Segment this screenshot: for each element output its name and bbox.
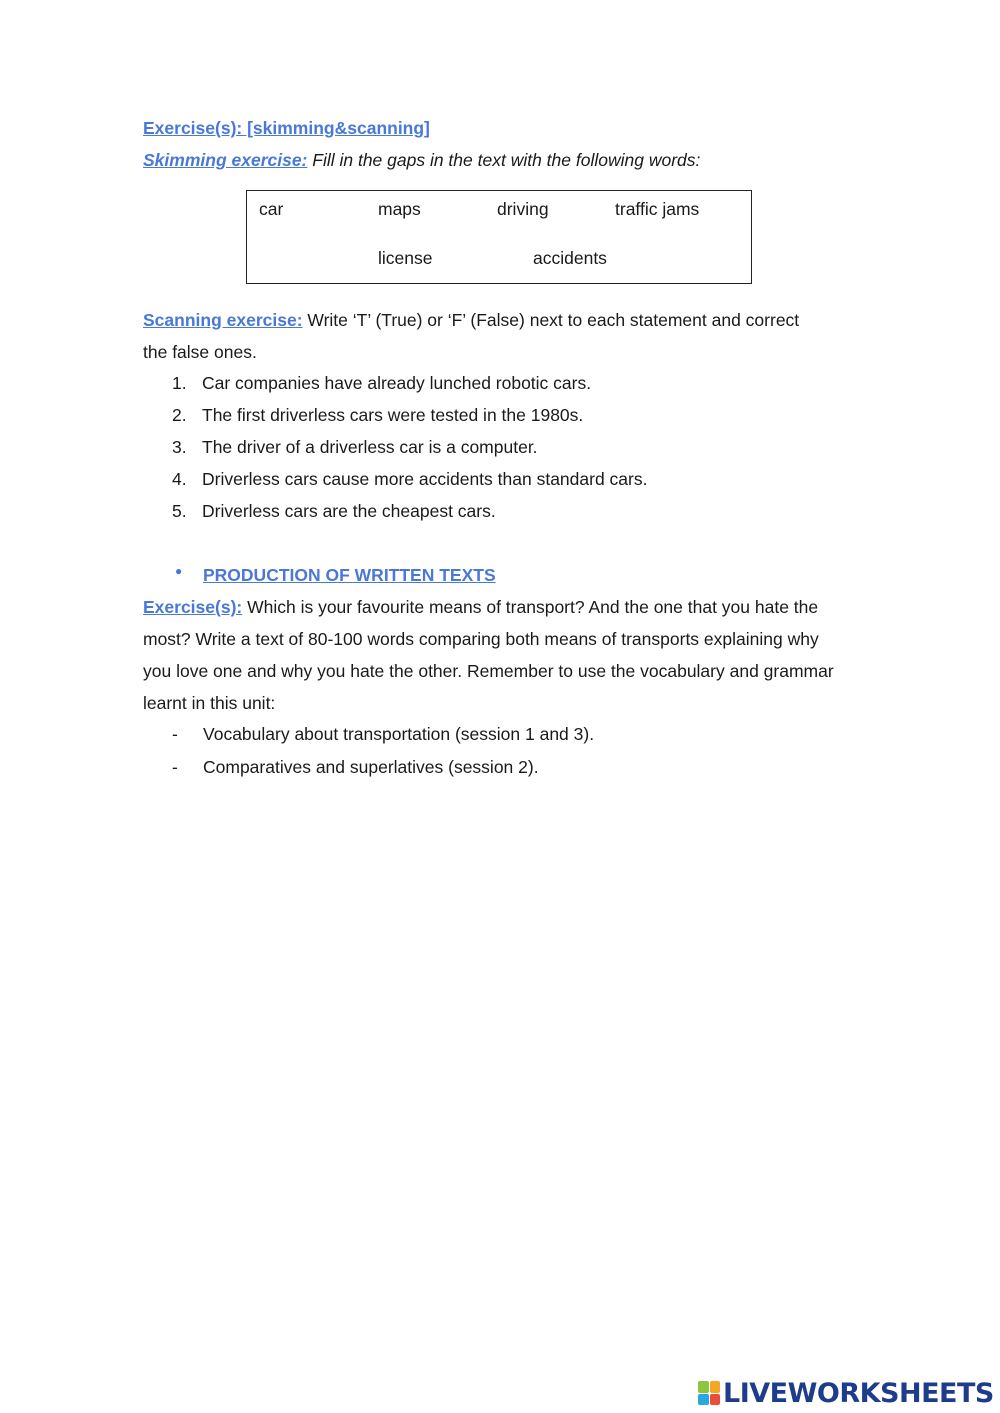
statement-number: 2.: [172, 405, 187, 425]
dash-item-text: Comparatives and superlatives (session 2).: [203, 757, 539, 777]
scanning-instruction-cont: the false ones.: [143, 342, 257, 362]
word-box: [246, 190, 752, 284]
liveworksheets-logo: [698, 1376, 994, 1410]
dash-marker: -: [172, 724, 178, 744]
statement-text: Driverless cars are the cheapest cars.: [202, 501, 496, 521]
production-paragraph-line: [143, 597, 818, 618]
statement-number: 4.: [172, 469, 187, 489]
logo-text: LIVEWORKSHEETS: [723, 1377, 994, 1409]
production-paragraph-line: you love one and why you hate the other. Remember to use the vocabulary and grammar: [143, 661, 834, 681]
logo-mark-square: [698, 1394, 709, 1406]
statement-item: [172, 437, 538, 458]
dash-list-item: [172, 724, 594, 745]
statement-text: Driverless cars cause more accidents than standard cars.: [202, 469, 648, 489]
statement-number: 5.: [172, 501, 187, 521]
statement-text: The first driverless cars were tested in the 1980s.: [202, 405, 584, 425]
statement-text: Car companies have already lunched robotic cars.: [202, 373, 592, 393]
exercise-heading: Exercise(s): [skimming&scanning]: [143, 118, 430, 138]
production-text: Which is your favourite means of transport? And the one that you hate the: [242, 597, 819, 617]
production-paragraph-line: learnt in this unit:: [143, 693, 276, 713]
logo-mark-square: [710, 1394, 721, 1406]
skimming-text: Fill in the gaps in the text with the following words:: [307, 150, 701, 170]
statement-item: [172, 501, 496, 522]
word-item: license: [378, 248, 433, 268]
production-exercise-label: Exercise(s):: [143, 597, 243, 617]
bullet-icon: ●: [175, 564, 183, 578]
word-item: car: [259, 199, 284, 219]
statement-item: [172, 373, 591, 394]
logo-mark-icon: [698, 1381, 720, 1405]
word-item: driving: [497, 199, 549, 219]
statement-number: 3.: [172, 437, 187, 457]
production-title: PRODUCTION OF WRITTEN TEXTS: [203, 565, 496, 585]
statement-number: 1.: [172, 373, 187, 393]
scanning-text: Write ‘T’ (True) or ‘F’ (False) next to each statement and correct: [302, 310, 800, 330]
statement-item: [172, 405, 583, 426]
skimming-label: Skimming exercise:: [143, 150, 308, 170]
production-paragraph-line: most? Write a text of 80-100 words comparing both means of transports explaining why: [143, 629, 819, 649]
dash-item-text: Vocabulary about transportation (session 1 and 3).: [203, 724, 595, 744]
logo-mark-square: [710, 1381, 721, 1393]
statement-item: [172, 469, 647, 490]
dash-marker: -: [172, 757, 178, 777]
word-item: traffic jams: [615, 199, 700, 219]
scanning-instruction: [143, 310, 799, 331]
word-item: maps: [378, 199, 421, 219]
scanning-label: Scanning exercise:: [143, 310, 303, 330]
word-item: accidents: [533, 248, 607, 268]
skimming-instruction: [143, 150, 700, 171]
dash-list-item: [172, 757, 539, 778]
statement-text: The driver of a driverless car is a computer.: [202, 437, 538, 457]
logo-mark-square: [698, 1381, 709, 1393]
